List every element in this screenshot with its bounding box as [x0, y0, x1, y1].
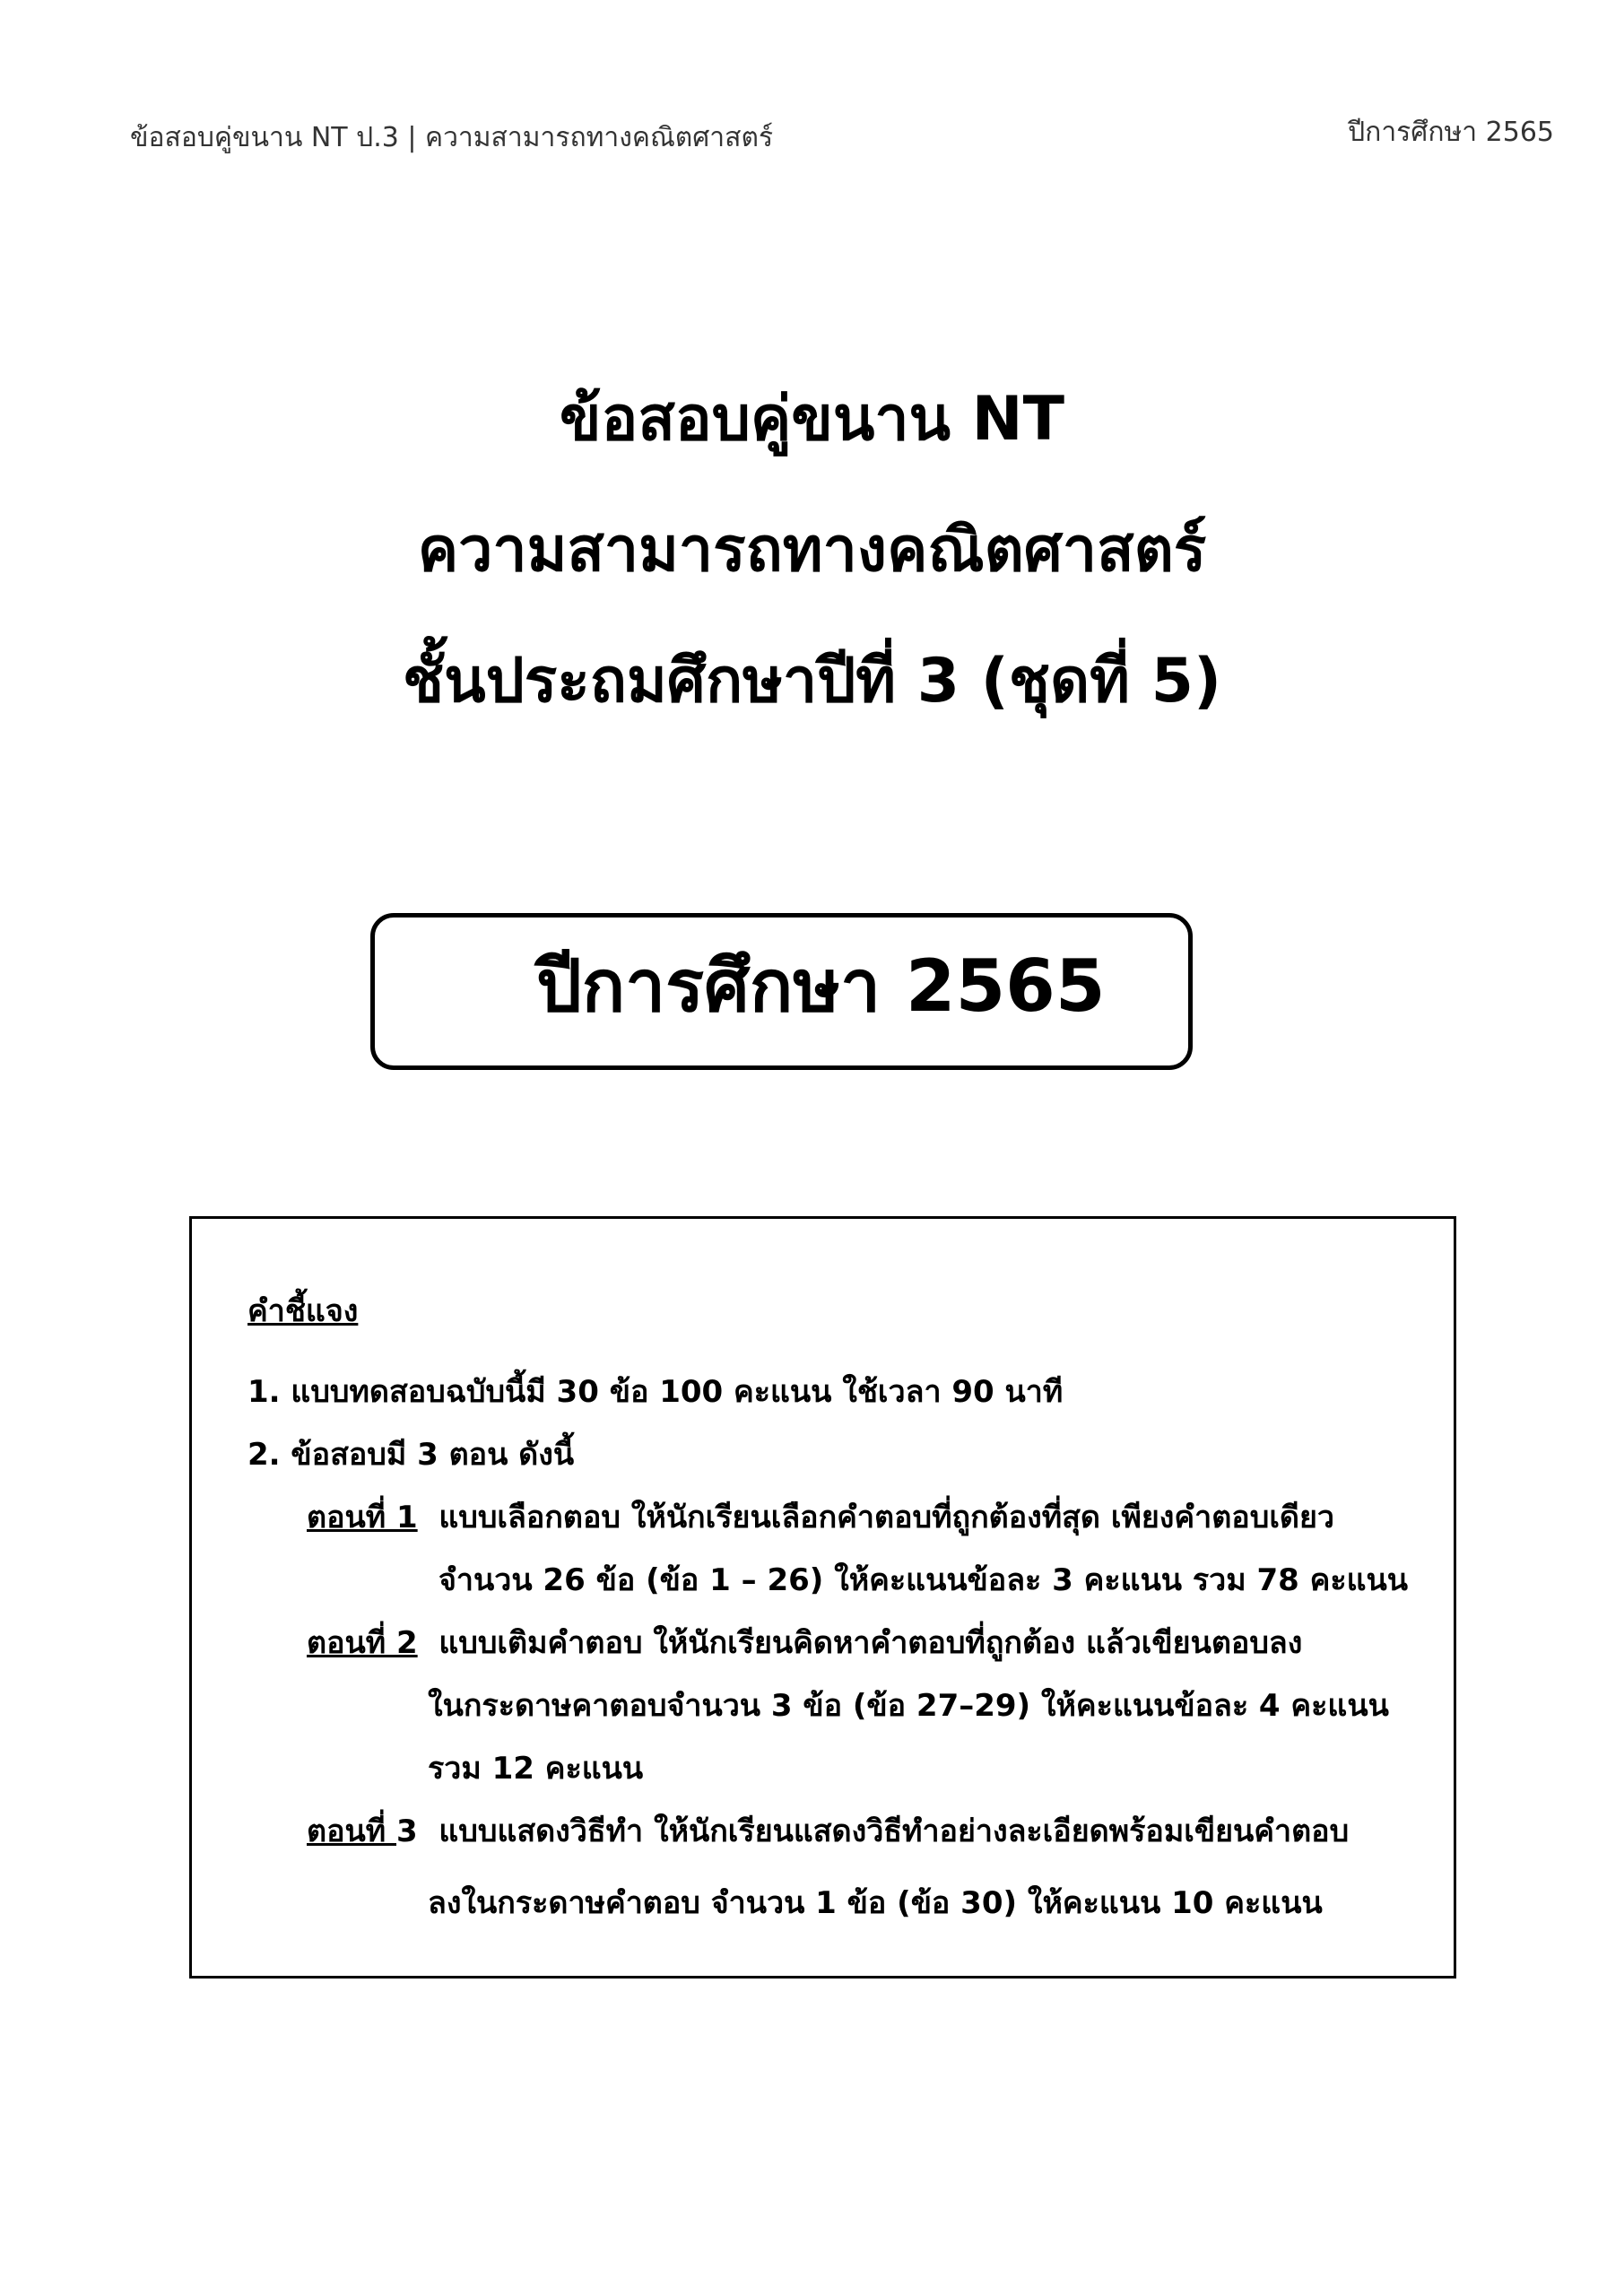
academic-year-box — [370, 913, 1193, 1070]
part-1-label: ตอนที่ 1 — [307, 1500, 418, 1535]
part-3-row-2: ลงในกระดาษคำตอบ จำนวน 1 ข้อ (ข้อ 30) ให้คะแนน 10 คะแนน — [428, 1885, 1323, 1921]
header-subject: ข้อสอบคู่ขนาน NT ป.3 | ความสามารถทางคณิตศาสตร์ — [130, 122, 774, 153]
header-year: ปีการศึกษา 2565 — [1348, 117, 1554, 148]
instructions-box — [189, 1216, 1456, 1979]
instructions-heading: คำชี้แจง — [248, 1293, 359, 1329]
part-3-number: 3 — [396, 1813, 418, 1849]
part-2-row-3: รวม 12 คะแนน — [428, 1751, 644, 1787]
title-line-3: ชั้นประถมศึกษาปีที่ 3 (ชุดที่ 5) — [402, 646, 1222, 717]
part-2-row-1 — [307, 1621, 1302, 1665]
part-3-description: แบบแสดงวิธีทำ ให้นักเรียนแสดงวิธีทำอย่างละเอียดพร้อมเขียนคำตอบ — [439, 1813, 1350, 1849]
part-2-row-2: ในกระดาษคาตอบจำนวน 3 ข้อ (ข้อ 27–29) ให้คะแนนข้อละ 4 คะแนน — [428, 1688, 1389, 1724]
academic-year-text: ปีการศึกษา 2565 — [536, 944, 1106, 1028]
instruction-item-1: 1. แบบทดสอบฉบับนี้มี 30 ข้อ 100 คะแนน ใช้เวลา 90 นาที — [248, 1374, 1064, 1410]
instruction-item-2: 2. ข้อสอบมี 3 ตอน ดังนี้ — [248, 1437, 575, 1473]
part-1-row-1 — [307, 1495, 1334, 1540]
part-2-description: แบบเติมคำตอบ ให้นักเรียนคิดหาคำตอบที่ถูกต้อง แล้วเขียนตอบลง — [439, 1625, 1303, 1661]
part-2-label: ตอนที่ 2 — [307, 1625, 418, 1661]
part-3-row-1 — [307, 1809, 1349, 1854]
title-line-2: ความสามารถทางคณิตศาสตร์ — [417, 515, 1207, 586]
part-1-row-2: จำนวน 26 ข้อ (ข้อ 1 – 26) ให้คะแนนข้อละ 3 คะแนน รวม 78 คะแนน — [439, 1562, 1409, 1598]
title-block — [0, 354, 1624, 747]
title-line-1: ข้อสอบคู่ขนาน NT — [560, 384, 1064, 455]
part-1-description: แบบเลือกตอบ ให้นักเรียนเลือกคำตอบที่ถูกต้องที่สุด เพียงคำตอบเดียว — [439, 1500, 1335, 1535]
part-3-label: ตอนที่ — [307, 1813, 396, 1849]
